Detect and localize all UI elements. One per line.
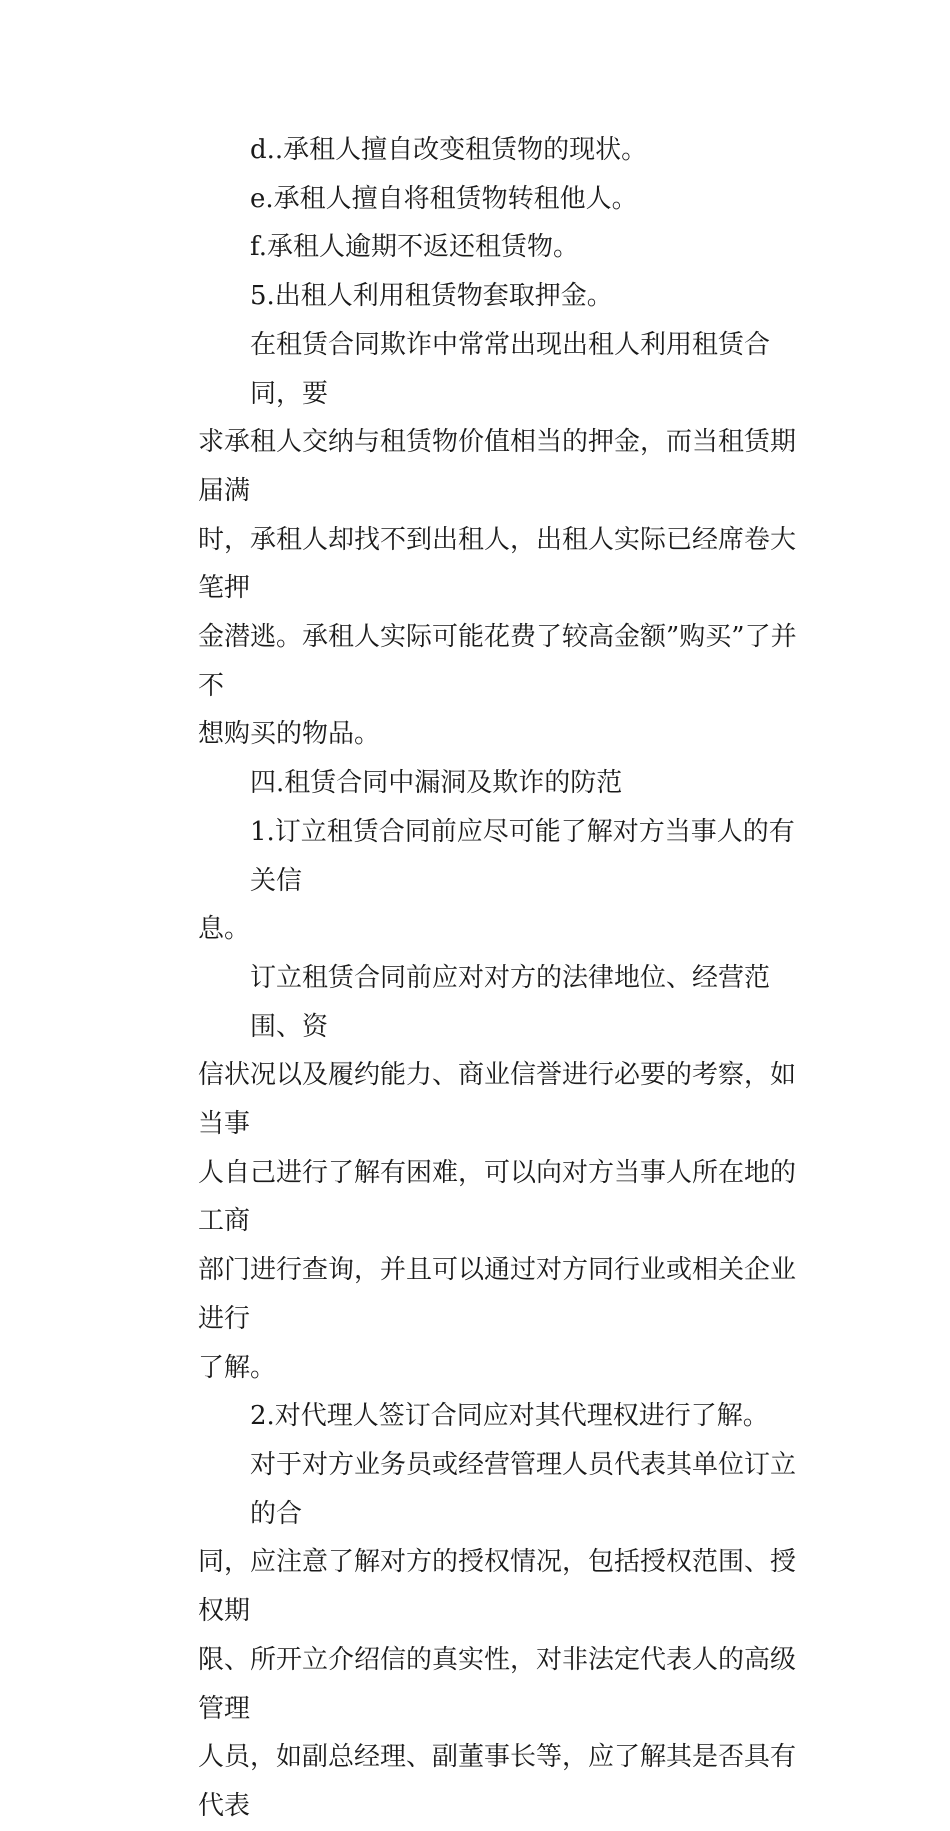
paragraph-authorization: 对于对方业务员或经营管理人员代表其单位订立的合 同，应注意了解对方的授权情况，包括授权范围、授权期 限、所开立介绍信的真实性，对非法定代表人的高级管理 人员，如副总经理、副董事长等，应了解其是否具有代表 xyxy=(198,1449,797,1821)
paragraph-deposit-fraud: 在租赁合同欺诈中常常出现出租人利用租赁合同，要 求承租人交纳与租赁物价值相当的押金，而当租赁期届满 时，承租人却找不到出租人，出租人实际已经席卷大笔押 金潜逃。承租人实际可能花费了较高金额”购买”了并不 想购买的物品。 xyxy=(198,329,797,750)
paragraph-clause-d: d..承租人擅自改变租赁物的现状。 xyxy=(250,135,648,165)
paragraph-item-5: 5.出租人利用租赁物套取押金。 xyxy=(250,281,613,312)
paragraph-item-1: 1.订立租赁合同前应尽可能了解对方当事人的有关信 息。 xyxy=(198,816,795,945)
paragraph-item-2: 2.对代理人签订合同应对其代理权进行了解。 xyxy=(250,1401,769,1432)
paragraph-clause-e: e.承租人擅自将租赁物转租他人。 xyxy=(250,183,638,214)
paragraph-investigation: 订立租赁合同前应对对方的法律地位、经营范围、资 信状况以及履约能力、商业信誉进行必要的考察，如当事 人自己进行了解有困难，可以向对方当事人所在地的工商 部门进行查询，并且可以通过对方同行业或相关企业进行 了解。 xyxy=(198,962,797,1383)
paragraph-clause-f: f.承租人逾期不返还租赁物。 xyxy=(250,232,579,263)
section-heading-4: 四.租赁合同中漏洞及欺诈的防范 xyxy=(250,768,623,799)
document-body xyxy=(146,126,808,1831)
